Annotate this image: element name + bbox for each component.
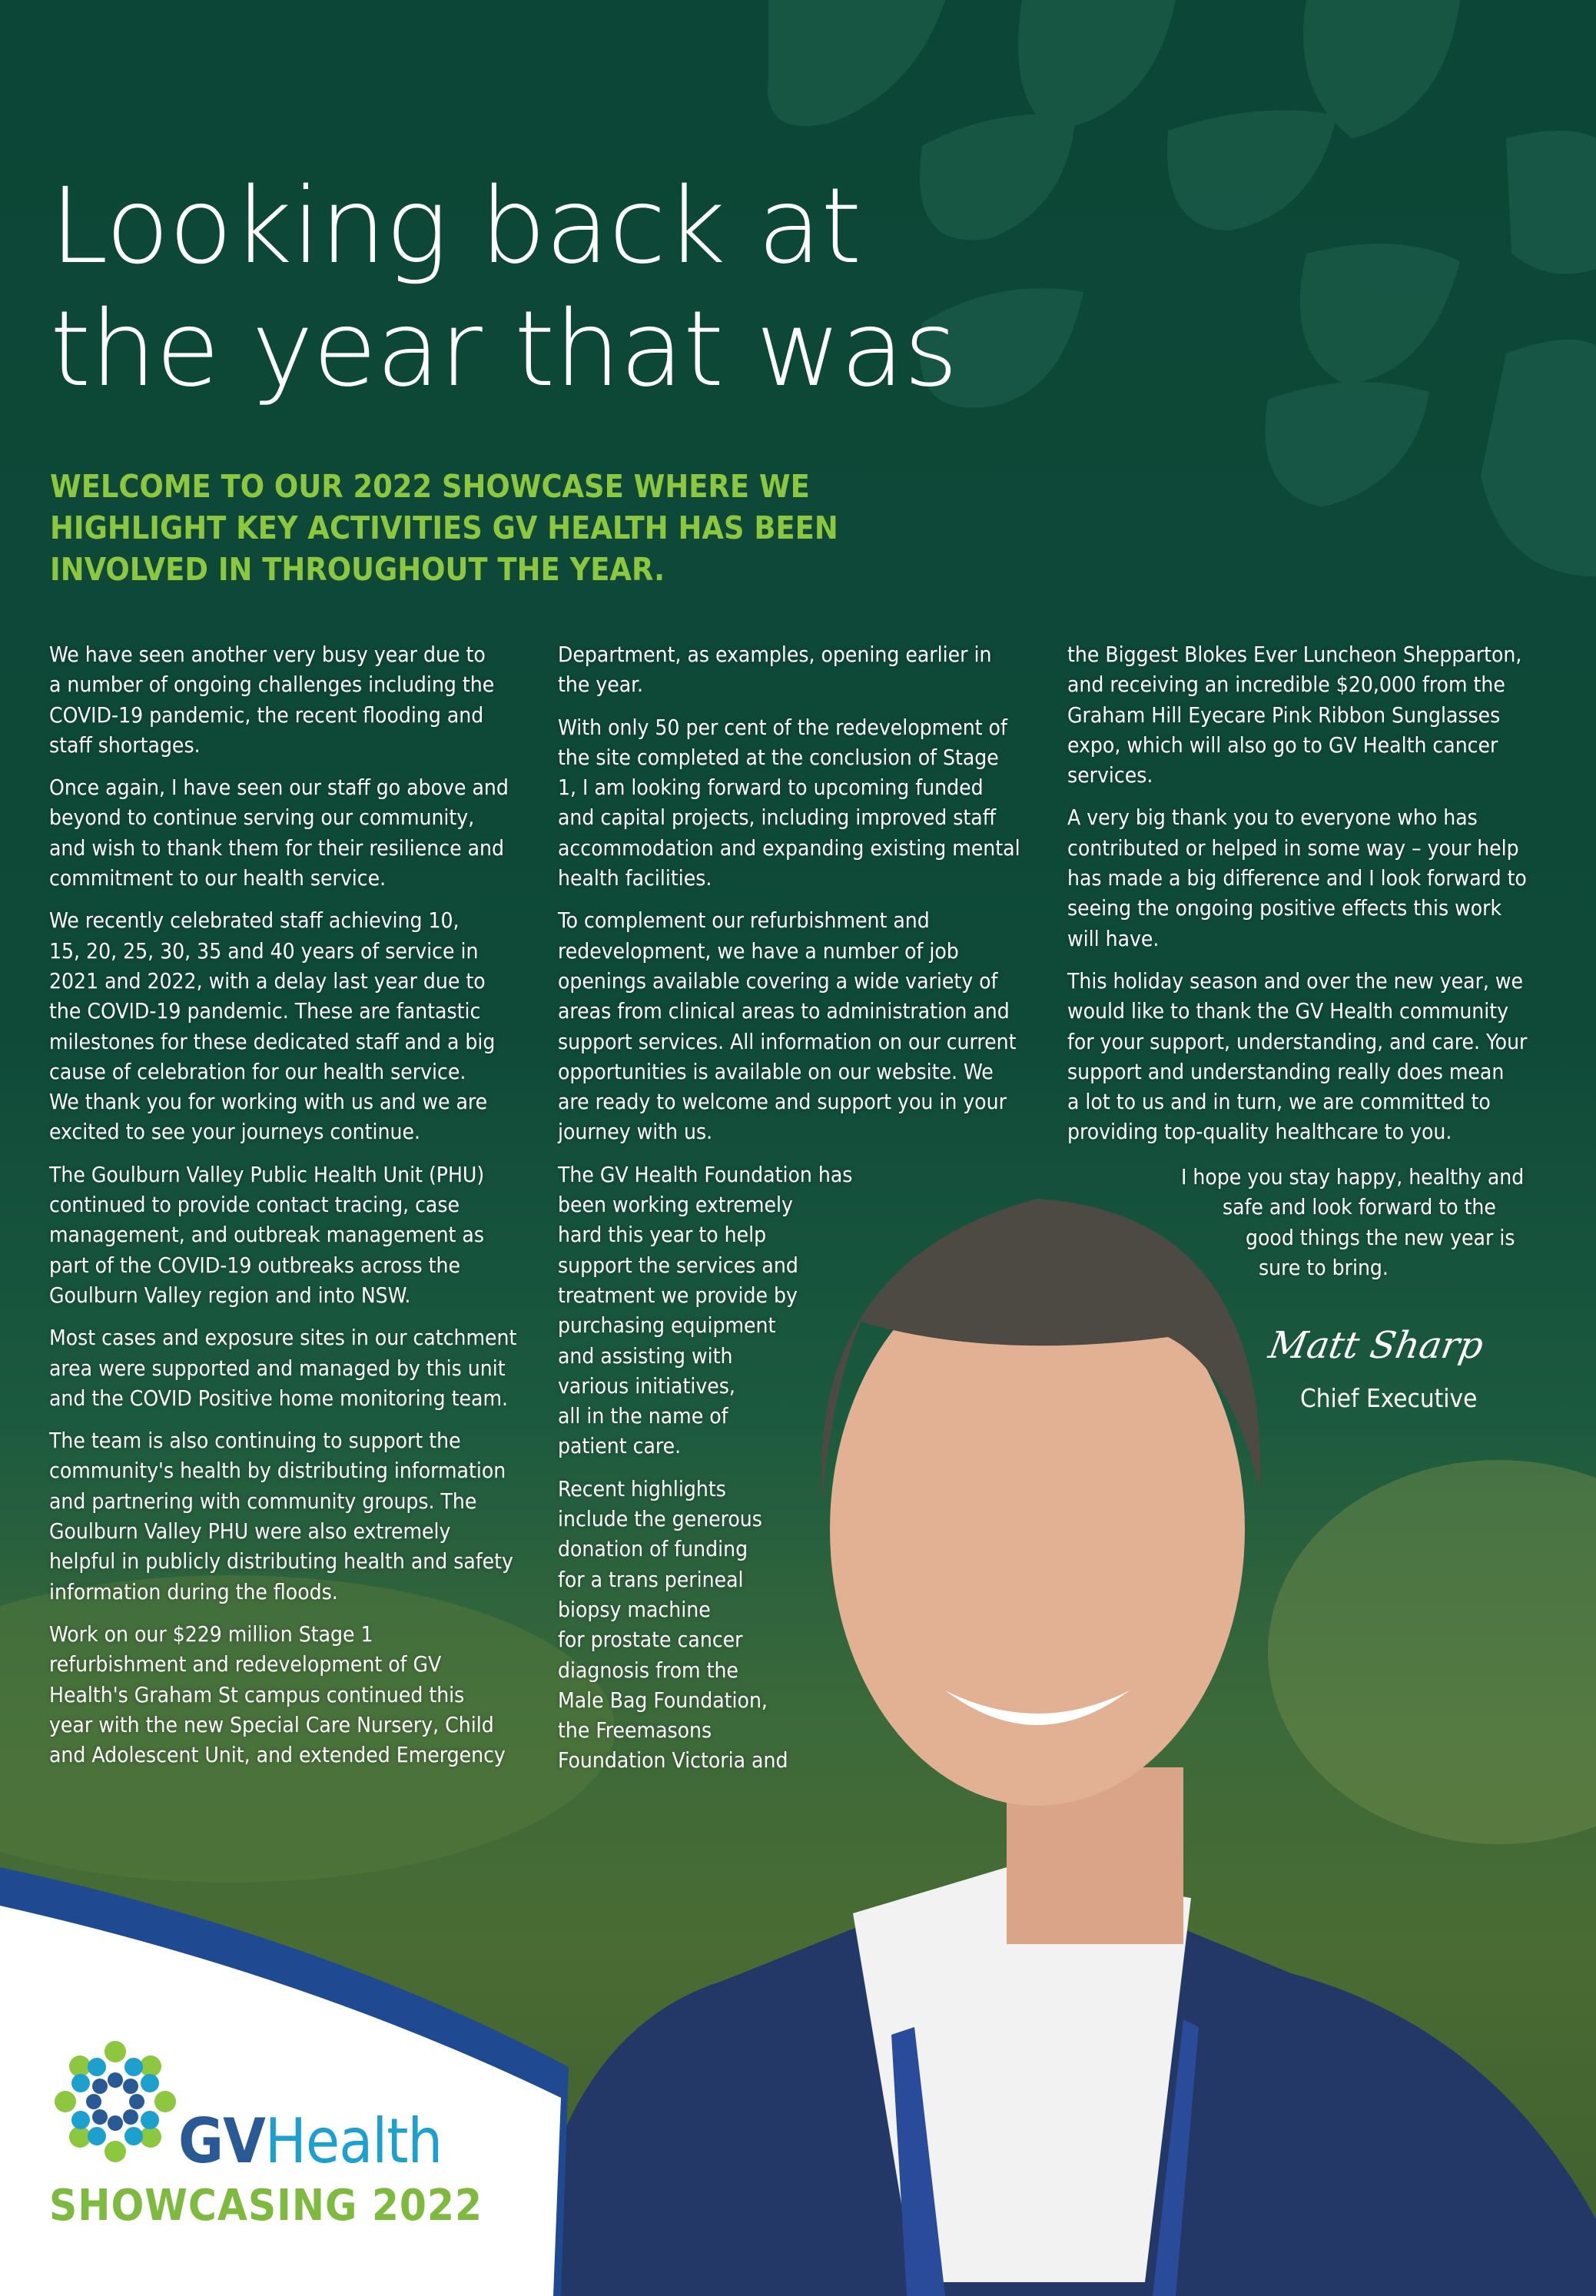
paragraph-line: Male Bag Foundation, <box>558 1687 768 1713</box>
paragraph-line: beyond to continue serving our community, <box>49 805 475 831</box>
paragraph-line: and assisting with <box>558 1342 733 1369</box>
paragraph-line: Goulburn Valley region and into NSW. <box>49 1282 411 1308</box>
paragraph-line: community's health by distributing information <box>49 1458 506 1484</box>
paragraph-line: for a trans perineal <box>558 1566 744 1592</box>
paragraph <box>49 1160 516 1310</box>
page-title <box>50 165 957 411</box>
paragraph-line: will have. <box>1067 925 1160 951</box>
paragraph-line: Health's Graham St campus continued this <box>49 1681 465 1707</box>
paragraph-line: a lot to us and in turn, we are committed to <box>1067 1089 1491 1115</box>
paragraph-line: Recent highlights <box>558 1475 726 1501</box>
paragraph-line: The team is also continuing to support the <box>49 1428 461 1454</box>
showcase-tagline: SHOWCASING 2022 <box>49 2181 483 2231</box>
brand-logo-text <box>178 2105 442 2177</box>
paragraph-line: openings available covering a wide variety of <box>558 967 998 994</box>
article-column-3 <box>1067 639 1527 1160</box>
paragraph-line: the Biggest Blokes Ever Luncheon Shepparton, <box>1067 642 1522 667</box>
paragraph-line: patient care. <box>558 1433 682 1459</box>
paragraph-line: helpful in publicly distributing health and safety <box>49 1548 513 1574</box>
closing-line: safe and look forward to the <box>1223 1194 1496 1220</box>
paragraph <box>558 712 1020 894</box>
paragraph-line: 15, 20, 25, 30, 35 and 40 years of service in <box>49 937 479 964</box>
paragraph-line: information during the floods. <box>49 1578 338 1604</box>
paragraph-line: management, and outbreak management as <box>49 1222 484 1248</box>
paragraph-line: providing top-quality healthcare to you. <box>1067 1119 1452 1145</box>
article-column-2 <box>558 639 1020 1788</box>
subtitle-line: INVOLVED IN THROUGHOUT THE YEAR. <box>50 551 665 588</box>
paragraph-line: support services. All information on our current <box>558 1028 1017 1054</box>
paragraph <box>1067 966 1527 1147</box>
paragraph <box>558 1160 1020 1462</box>
paragraph-line: support the services and <box>558 1252 798 1278</box>
paragraph <box>1067 639 1527 790</box>
paragraph <box>558 1474 1020 1776</box>
paragraph-line: and partnering with community groups. The <box>49 1488 477 1514</box>
paragraph-line: Graham Hill Eyecare Pink Ribbon Sunglasses <box>1067 702 1501 728</box>
paragraph-line: and receiving an incredible $20,000 from the <box>1067 672 1505 698</box>
paragraph-line: support and understanding really does mean <box>1067 1058 1505 1084</box>
paragraph-line: seeing the ongoing positive effects this work <box>1067 895 1502 921</box>
title-line: the year that was <box>50 289 957 410</box>
paragraph-line: cause of celebration for our health service. <box>49 1058 466 1084</box>
paragraph-line: and the COVID Positive home monitoring team. <box>49 1385 508 1411</box>
paragraph-line: area were supported and managed by this unit <box>49 1355 506 1381</box>
closing-line: I hope you stay happy, healthy and <box>1181 1164 1525 1189</box>
paragraph-line: the site completed at the conclusion of Stage <box>558 744 999 770</box>
paragraph-line: and capital projects, including improved staff <box>558 805 997 831</box>
closing-line: good things the new year is <box>1246 1224 1515 1250</box>
paragraph-line: treatment we provide by <box>558 1282 798 1308</box>
article-column-1 <box>49 639 516 1782</box>
signature: Matt Sharp <box>1266 1324 1487 1367</box>
paragraph-line: year with the new Special Care Nursery, Child <box>49 1711 494 1737</box>
paragraph-line: and Adolescent Unit, and extended Emergency <box>49 1742 506 1768</box>
paragraph <box>558 639 1020 700</box>
paragraph-line: the year. <box>558 672 643 698</box>
paragraph-line: would like to thank the GV Health community <box>1067 998 1509 1024</box>
paragraph <box>1067 802 1527 953</box>
paragraph-line: for prostate cancer <box>558 1627 743 1653</box>
paragraph-line: Once again, I have seen our staff go above and <box>49 775 509 801</box>
paragraph-line: various initiatives, <box>558 1372 735 1399</box>
paragraph <box>49 1322 516 1413</box>
paragraph-line: commitment to our health service. <box>49 865 387 891</box>
paragraph-line: With only 50 per cent of the redevelopment of <box>558 714 1007 740</box>
paragraph-line: Foundation Victoria and <box>558 1747 788 1773</box>
paragraph-line: expo, which will also go to GV Health cancer <box>1067 732 1498 758</box>
paragraph-line: and wish to thank them for their resilience and <box>49 834 504 861</box>
paragraph-line: been working extremely <box>558 1192 793 1218</box>
paragraph-line: diagnosis from the <box>558 1657 738 1683</box>
logo-health: Health <box>264 2105 443 2177</box>
paragraph-line: 2021 and 2022, with a delay last year due to <box>49 967 486 994</box>
paragraph-line: journey with us. <box>558 1119 713 1145</box>
paragraph-line: refurbishment and redevelopment of GV <box>49 1651 442 1677</box>
title-line: Looking back at <box>50 166 861 287</box>
subtitle-line: HIGHLIGHT KEY ACTIVITIES GV HEALTH HAS BEEN <box>50 509 838 546</box>
paragraph-line: donation of funding <box>558 1536 748 1562</box>
paragraph-line: continued to provide contact tracing, case <box>49 1192 460 1218</box>
paragraph <box>49 772 516 893</box>
paragraph-line: services. <box>1067 762 1153 788</box>
paragraph-line: part of the COVID-19 outbreaks across the <box>49 1252 461 1278</box>
paragraph-line: Most cases and exposure sites in our catchment <box>49 1325 517 1351</box>
paragraph-line: are ready to welcome and support you in your <box>558 1089 1007 1115</box>
paragraph <box>49 905 516 1146</box>
paragraph-line: Department, as examples, opening earlier in <box>558 642 992 667</box>
paragraph-line: accommodation and expanding existing mental <box>558 834 1020 861</box>
paragraph-line: the COVID-19 pandemic. These are fantastic <box>49 998 481 1024</box>
paragraph-line: a number of ongoing challenges including the <box>49 672 495 698</box>
paragraph <box>49 639 516 760</box>
paragraph-line: This holiday season and over the new year, we <box>1067 967 1524 994</box>
paragraph <box>49 1425 516 1607</box>
signatory-role: Chief Executive <box>1300 1383 1478 1413</box>
paragraph-line: staff shortages. <box>49 732 201 758</box>
paragraph-line: excited to see your journeys continue. <box>49 1119 420 1145</box>
paragraph-line: The Goulburn Valley Public Health Unit (PHU) <box>49 1161 485 1187</box>
paragraph-line: areas from clinical areas to administration and <box>558 998 1010 1024</box>
subtitle <box>50 466 838 590</box>
logo-gv: GV <box>178 2105 265 2177</box>
paragraph-line: 1, I am looking forward to upcoming funded <box>558 775 984 801</box>
paragraph-line: To complement our refurbishment and <box>558 907 930 934</box>
paragraph <box>558 905 1020 1146</box>
closing-message <box>1067 1162 1524 1282</box>
paragraph-line: purchasing equipment <box>558 1312 776 1339</box>
subtitle-line: WELCOME TO OUR 2022 SHOWCASE WHERE WE <box>50 468 810 505</box>
paragraph-line: biopsy machine <box>558 1596 711 1622</box>
paragraph-line: health facilities. <box>558 865 712 891</box>
paragraph-line: We thank you for working with us and we are <box>49 1089 488 1115</box>
paragraph-line: The GV Health Foundation has <box>558 1161 853 1187</box>
paragraph-line: We recently celebrated staff achieving 10, <box>49 907 460 934</box>
paragraph-line: Goulburn Valley PHU were also extremely <box>49 1518 451 1544</box>
paragraph-line: COVID-19 pandemic, the recent flooding and <box>49 702 484 728</box>
paragraph-line: opportunities is available on our website. We <box>558 1058 994 1084</box>
paragraph-line: contributed or helped in some way – your help <box>1067 834 1519 861</box>
paragraph-line: has made a big difference and I look forward to <box>1067 865 1527 891</box>
paragraph-line: for your support, understanding, and care. Your <box>1067 1028 1528 1054</box>
paragraph-line: hard this year to help <box>558 1222 767 1248</box>
paragraph-line: A very big thank you to everyone who has <box>1067 805 1478 831</box>
paragraph-line: Work on our $229 million Stage 1 <box>49 1621 373 1647</box>
paragraph-line: the Freemasons <box>558 1717 712 1744</box>
paragraph-line: all in the name of <box>558 1403 728 1429</box>
paragraph-line: milestones for these dedicated staff and a big <box>49 1028 496 1054</box>
paragraph <box>49 1619 516 1770</box>
paragraph-line: redevelopment, we have a number of job <box>558 937 959 964</box>
closing-line: sure to bring. <box>1259 1254 1389 1280</box>
paragraph-line: include the generous <box>558 1506 762 1532</box>
paragraph-line: We have seen another very busy year due to <box>49 642 486 667</box>
